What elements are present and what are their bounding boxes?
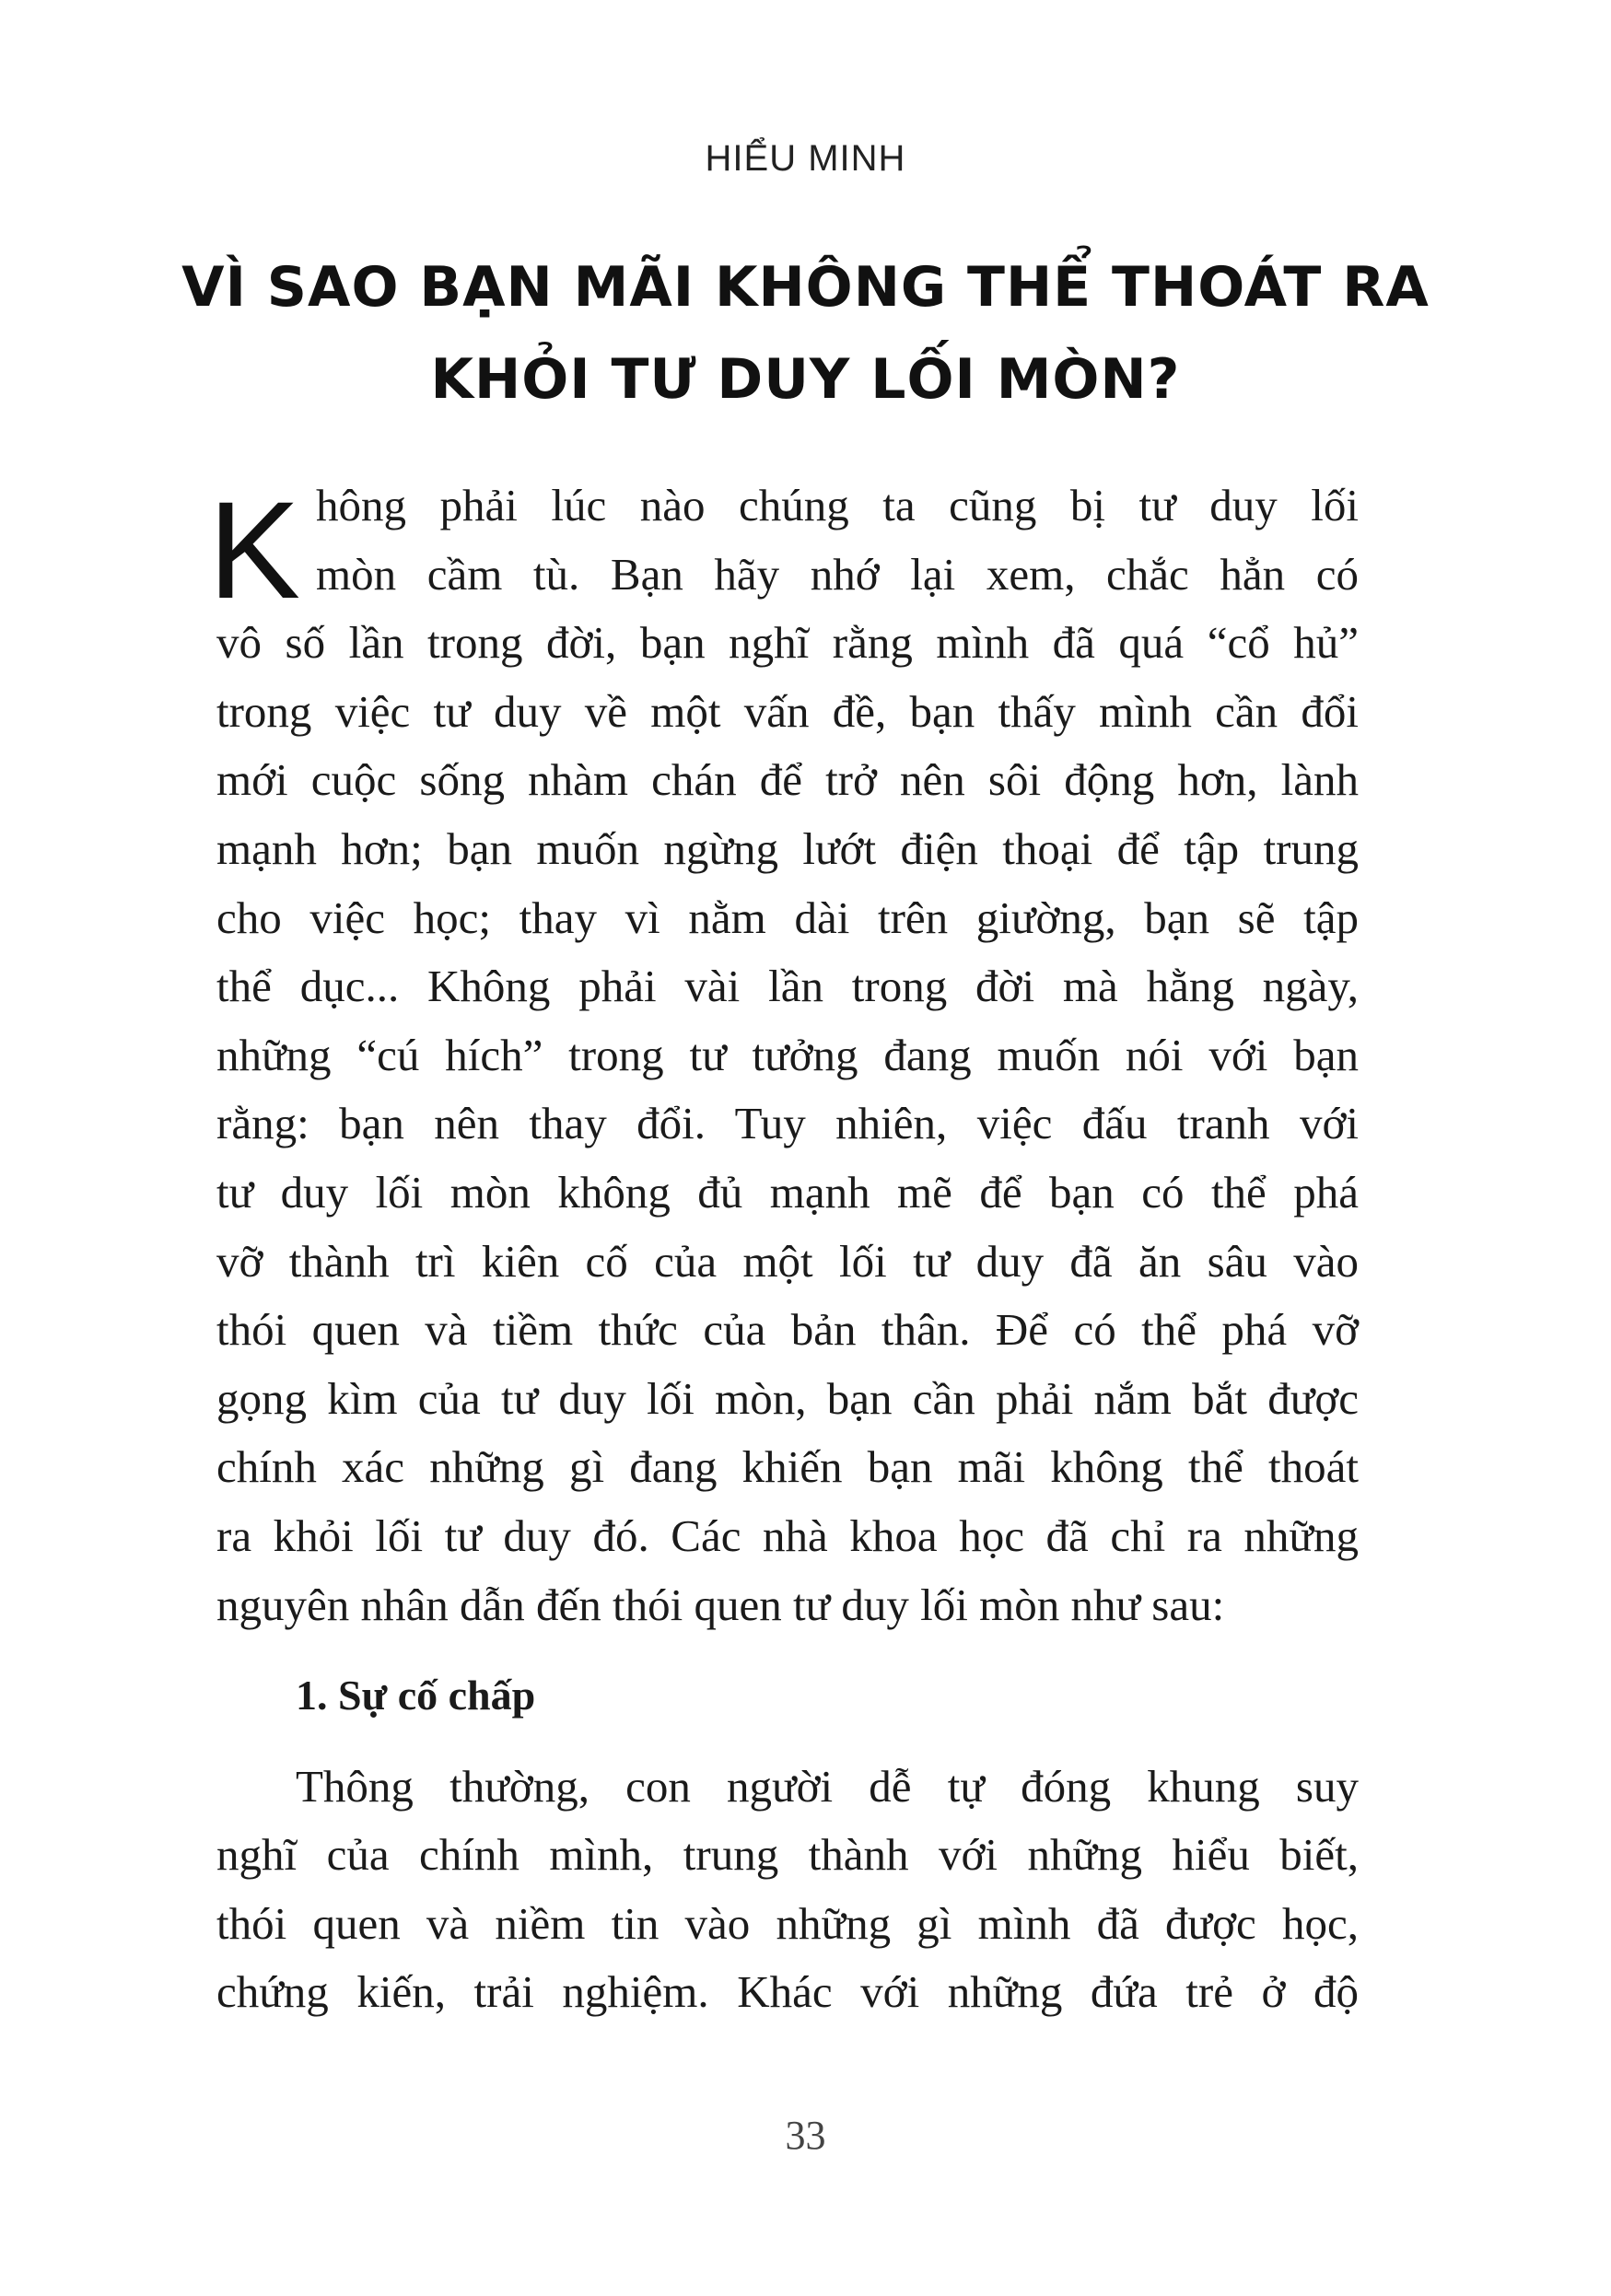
paragraph-line: chứng kiến, trải nghiệm. Khác với những đứa trẻ ở độ [216, 1966, 1359, 2018]
paragraph-line: ra khỏi lối tư duy đó. Các nhà khoa học đã chỉ ra những [216, 1509, 1359, 1561]
paragraph-line: thể dục... Không phải vài lần trong đời mà hằng ngày, [216, 961, 1359, 1012]
chapter-title [0, 241, 1611, 425]
paragraph-line: những “cú hích” trong tư tưởng đang muốn nói với bạn [216, 1029, 1359, 1080]
paragraph-line: mòn cầm tù. Bạn hãy nhớ lại xem, chắc hẳn có [316, 548, 1359, 600]
page-number: 33 [785, 2113, 826, 2158]
paragraph-line: vỡ thành trì kiên cố của một lối tư duy đã ăn sâu vào [216, 1235, 1359, 1287]
running-header: HIỂU MINH [705, 138, 906, 179]
paragraph-line: trong việc tư duy về một vấn đề, bạn thấy mình cần đổi [216, 685, 1359, 737]
section-heading: 1. Sự cố chấp [296, 1672, 536, 1719]
drop-cap: K [208, 472, 301, 627]
paragraph-line: vô số lần trong đời, bạn nghĩ rằng mình đã quá “cổ hủ” [216, 617, 1359, 669]
paragraph-line: hông phải lúc nào chúng ta cũng bị tư duy lối [316, 480, 1359, 530]
paragraph-line: thói quen và niềm tin vào những gì mình đã được học, [216, 1897, 1359, 1949]
paragraph-line: gọng kìm của tư duy lối mòn, bạn cần phải nắm bắt được [216, 1372, 1359, 1424]
paragraph-line: nguyên nhân dẫn đến thói quen tư duy lối mòn như sau: [216, 1579, 1225, 1630]
body-text [216, 472, 1359, 2027]
paragraph-line: Thông thường, con người dễ tự đóng khung suy [296, 1760, 1359, 1812]
paragraph-line: rằng: bạn nên thay đổi. Tuy nhiên, việc đấu tranh với [216, 1098, 1359, 1149]
paragraph-line: chính xác những gì đang khiến bạn mãi không thể thoát [216, 1441, 1359, 1493]
paragraph-line: nghĩ của chính mình, trung thành với những hiểu biết, [216, 1829, 1359, 1881]
chapter-title-line-1: VÌ SAO BẠN MÃI KHÔNG THỂ THOÁT RA [181, 255, 1430, 320]
paragraph-line: cho việc học; thay vì nằm dài trên giường, bạn sẽ tập [216, 892, 1359, 943]
chapter-title-line-2: KHỎI TƯ DUY LỐI MÒN? [430, 347, 1181, 412]
paragraph-line: mới cuộc sống nhàm chán để trở nên sôi động hơn, lành [216, 754, 1359, 806]
paragraph-line: tư duy lối mòn không đủ mạnh mẽ để bạn có thể phá [216, 1166, 1359, 1218]
paragraph-line: thói quen và tiềm thức của bản thân. Để có thể phá vỡ [216, 1304, 1359, 1356]
paragraph-line: mạnh hơn; bạn muốn ngừng lướt điện thoại để tập trung [216, 822, 1359, 874]
